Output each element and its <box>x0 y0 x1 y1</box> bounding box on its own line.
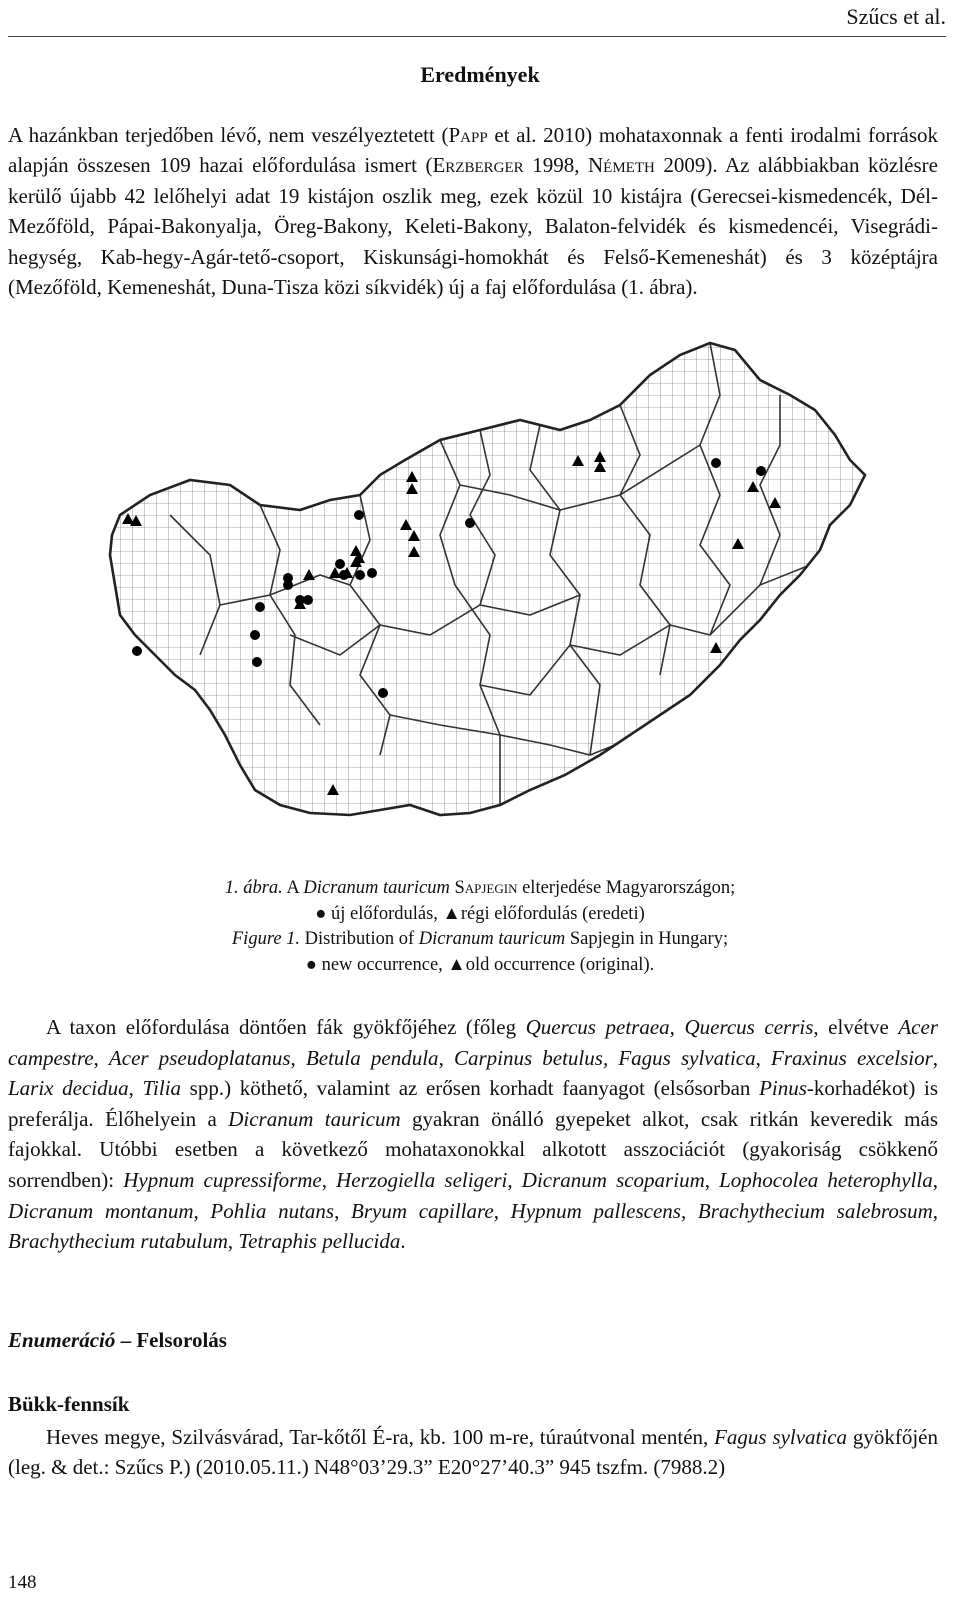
taxon-name: Acer pseudoplatanus <box>108 1045 291 1070</box>
caption-hu-line1 <box>0 876 960 902</box>
text-run: new occurrence, <box>316 954 448 975</box>
text-run: , <box>932 1045 939 1070</box>
taxon-name: Dicranum tauricum <box>418 929 566 950</box>
taxon-name: Pohlia nutans <box>210 1198 335 1223</box>
text-run: elterjedése Magyarországon; <box>517 878 736 898</box>
enumeration-rest: – Felsorolás <box>115 1328 227 1352</box>
circle-icon: ● <box>305 954 317 975</box>
taxon-name: Carpinus betulus, Fagus sylvatica <box>453 1045 756 1070</box>
text-run: , elvétve <box>813 1015 899 1039</box>
text-run: Heves megye, Szilvásvárad, Tar-kőtől É-ra, kb. 100 m-re, túraútvonal mentén, <box>46 1425 715 1449</box>
figure-caption <box>0 876 960 978</box>
taxon-name: Dicranum tauricum <box>228 1106 401 1131</box>
ecology-paragraph <box>8 1012 938 1257</box>
results-paragraph <box>8 120 938 302</box>
taxon-name: Bryum capillare <box>351 1198 494 1223</box>
text-run: A hazánkban terjedőben lévő, nem veszélyeztetett ( <box>8 123 449 147</box>
author-nemeth: Németh <box>587 153 655 178</box>
text-run: , <box>438 1045 454 1070</box>
caption-en-line1 <box>0 927 960 953</box>
text-run: régi előfordulás (eredeti) <box>460 903 645 924</box>
taxon-name: Quercus cerris <box>684 1015 814 1039</box>
caption-en-legend <box>0 953 960 979</box>
text-run: 2009). Az alábbiakban közlésre kerülő újabb 42 lelőhelyi adat 19 kistájon oszlik meg, ezek közül 10 kistájra (Gerecsei-kismedencék, Dél-Mezőföld, Pápai-Bakonyalja, Öreg-Bakony, Keleti-Bakony, Balaton-felvidék és kismedencéi, Visegrádi-hegység, Kab-hegy-Agár-tető-csoport, Kiskunsági-homokhát és Felső-Kemeneshát) és 3 középtájra (Mezőföld, Kemeneshát, Duna-Tisza közi síkvidék) új a faj előfordulása (1. ábra). <box>8 153 938 300</box>
enumeration-heading <box>8 1328 227 1353</box>
text-run: , <box>227 1229 239 1254</box>
taxon-name: Dicranum scoparium <box>521 1167 705 1192</box>
text-run: , <box>321 1167 337 1192</box>
text-run: , <box>669 1015 685 1039</box>
taxon-name: Fagus sylvatica <box>714 1425 848 1449</box>
text-run: , <box>290 1045 306 1070</box>
text-run: , <box>128 1076 143 1101</box>
author-erzberger: Erzberger <box>432 153 524 178</box>
text-run: , <box>932 1167 938 1192</box>
text-run: A <box>282 878 304 898</box>
text-run: , <box>932 1198 938 1223</box>
taxon-name: Herzogiella seligeri <box>336 1167 508 1192</box>
circle-icon: ● <box>315 903 327 924</box>
distribution-map <box>60 335 890 865</box>
text-run: gyakran önálló gyepeket alkot, csak ritkán keveredik más fajokkal. Utóbbi esetben a következő mohataxonokkal alkotott asszociációt (gyakoriság csökkenő sorrendben): <box>8 1106 938 1192</box>
text-run: , <box>193 1198 211 1223</box>
text-run: , <box>704 1167 720 1192</box>
section-title: Eredmények <box>420 62 540 87</box>
taxon-name: Tetraphis pellucida <box>238 1229 401 1254</box>
text-run: Sapjegin in Hungary; <box>565 929 729 950</box>
enumeration-hu: Enumeráció <box>8 1328 116 1352</box>
text-run: , <box>680 1198 698 1223</box>
text-run: , <box>507 1167 522 1192</box>
page-number: 148 <box>8 1572 37 1593</box>
text-run: , <box>93 1045 109 1070</box>
header-rule <box>8 36 946 37</box>
text-run: , <box>493 1198 511 1223</box>
text-run: spp.) köthető, valamint az erősen korhadt faanyagot (elsősorban <box>181 1076 760 1101</box>
caption-hu-legend <box>0 902 960 928</box>
taxon-name: Brachythecium rutabulum <box>8 1229 228 1254</box>
fig-label-en: Figure 1. <box>231 929 301 950</box>
text-run: Distribution of <box>300 929 419 950</box>
taxon-name: Hypnum pallescens <box>510 1198 681 1223</box>
author-sapjegin: Sapjegin <box>454 878 518 898</box>
running-header-author: Szűcs et al. <box>846 4 946 29</box>
text-run: új előfordulás, <box>326 903 443 924</box>
taxon-name: Lophocolea heterophylla <box>719 1167 933 1192</box>
text-run: A taxon előfordulása döntően fák gyökfőjéhez (főleg <box>46 1015 526 1039</box>
text-run: old occurrence (original). <box>465 954 655 975</box>
taxon-name: Tilia <box>142 1076 182 1101</box>
taxon-name: Pinus <box>759 1076 807 1101</box>
taxon-name: Brachythecium salebrosum <box>697 1198 933 1223</box>
taxon-name: Quercus petraea <box>525 1015 670 1039</box>
taxon-name: Betula pendula <box>305 1045 439 1070</box>
taxon-name: Hypnum cupressiforme <box>123 1167 322 1192</box>
taxon-name: Dicranum tauricum <box>303 878 450 898</box>
triangle-icon: ▲ <box>442 903 461 924</box>
text-run: . <box>400 1229 406 1254</box>
taxon-name: Larix decidua <box>8 1076 129 1101</box>
taxon-name: Acer campestre <box>8 1015 938 1070</box>
author-papp: Papp <box>448 123 488 147</box>
text-run: , <box>334 1198 352 1223</box>
text-run: et al. 2010) mohataxonnak a fenti irodalmi források alapján összesen 109 hazai előfordulása ismert ( <box>8 123 938 178</box>
text-run: 1998, <box>523 153 588 178</box>
text-run: , <box>755 1045 771 1070</box>
text-run: -korhadékot) is preferálja. Élőhelyein a <box>8 1076 939 1131</box>
triangle-icon: ▲ <box>447 954 466 975</box>
locality-region-title: Bükk-fennsík <box>8 1392 130 1416</box>
taxon-name: Fraxinus excelsior <box>771 1045 933 1070</box>
text-run: gyökfőjén (leg. & det.: Szűcs P.) (2010.05.11.) N48°03’29.3” E20°27’40.3” 945 tszfm. (7988.2) <box>8 1425 939 1480</box>
taxon-name: Dicranum montanum <box>8 1198 194 1223</box>
fig-label-hu: 1. ábra. <box>224 878 283 898</box>
locality-record <box>8 1422 938 1483</box>
